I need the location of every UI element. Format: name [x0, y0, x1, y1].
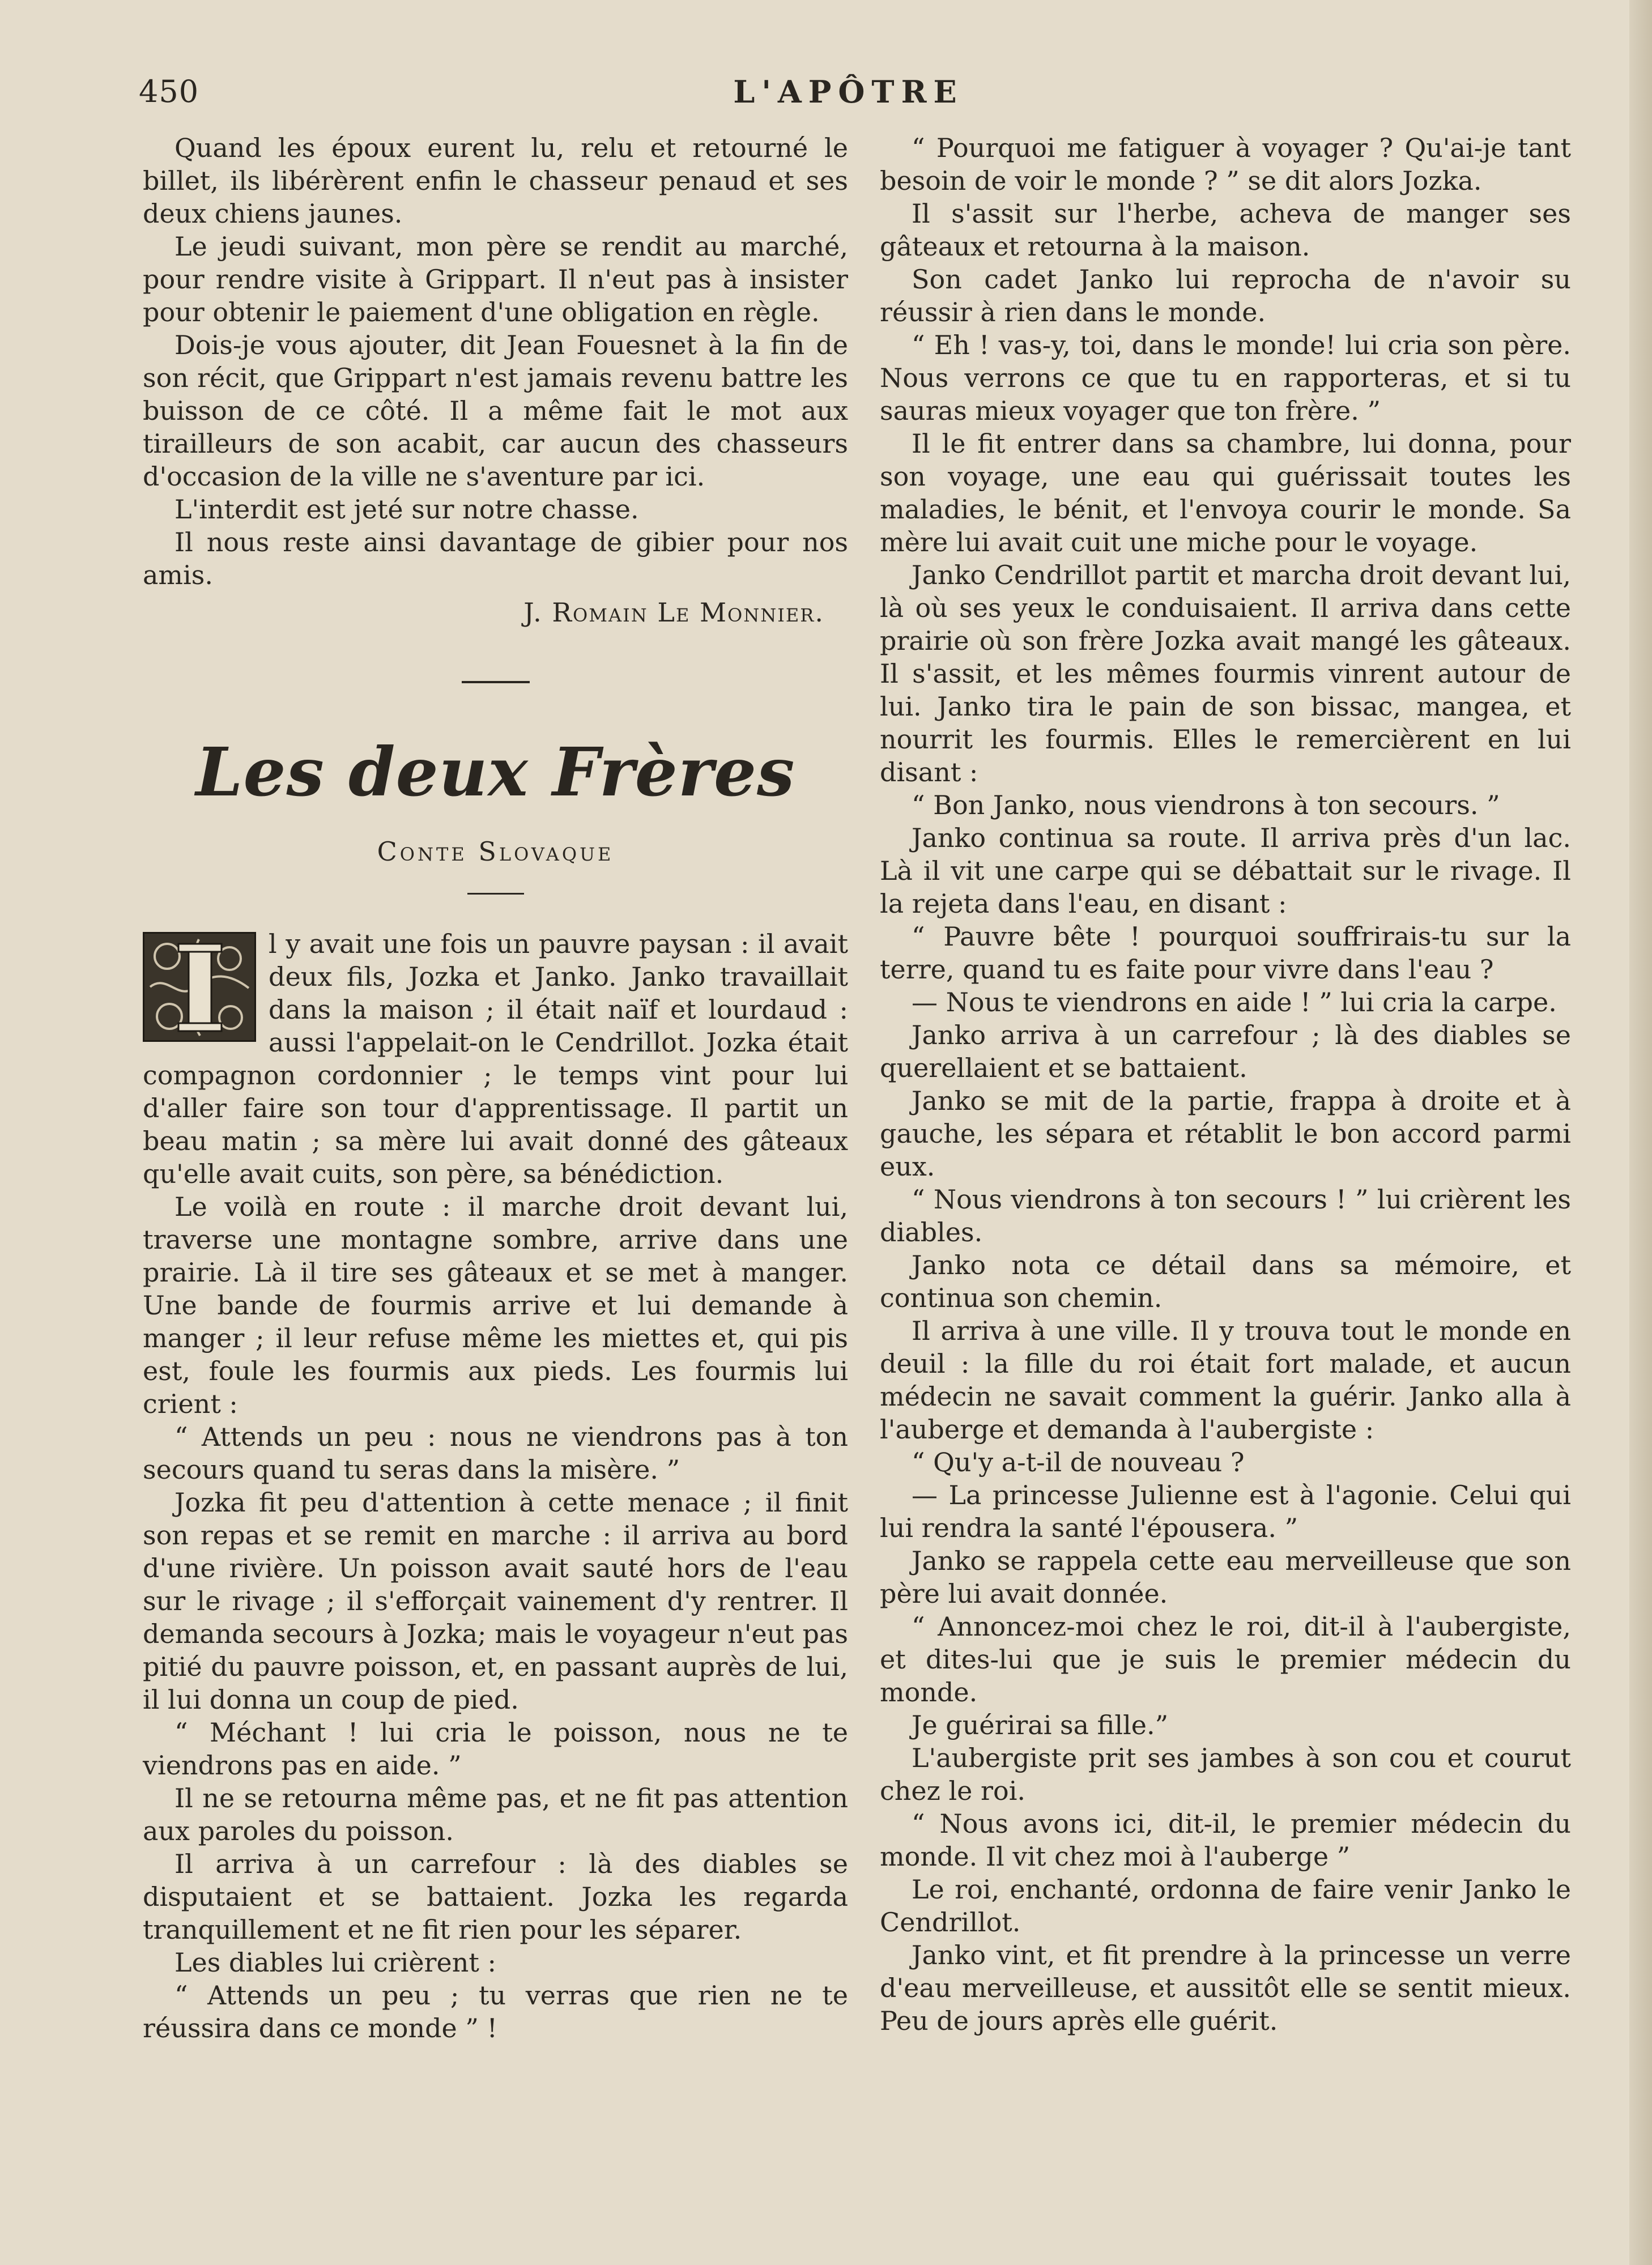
story-paragraph: l y avait une fois un pauvre paysan : il avait deux fils, Jozka et Janko. Janko travaillait dans la maison ; il était naïf et lourdaud : aussi l'appelait-on le Cendrillot. Jozka était compagnon cordonnier ; le temps vint pour lui d'aller faire son tour d'apprentissage. Il partit un beau matin ; sa mère lui avait donné des gâteaux qu'elle avait cuits, son père, sa bénédiction.	[143, 929, 848, 1189]
story-paragraph: Janko arriva à un carrefour ; là des diables se querellaient et se battaient.	[880, 1020, 1571, 1083]
story-paragraph: L'aubergiste prit ses jambes à son cou et courut chez le roi.	[880, 1743, 1571, 1806]
story-paragraph: “ Pourquoi me fatiguer à voyager ? Qu'ai-je tant besoin de voir le monde ? ” se dit alors Jozka.	[880, 133, 1571, 196]
story-paragraph: “ Annoncez-moi chez le roi, dit-il à l'aubergiste, et dites-lui que je suis le premier médecin du monde.	[880, 1611, 1571, 1708]
story-paragraph: Janko se rappela cette eau merveilleuse que son père lui avait donnée.	[880, 1546, 1571, 1609]
story-paragraph: Il le fit entrer dans sa chambre, lui donna, pour son voyage, une eau qui guérissait toutes les maladies, le bénit, et l'envoya courir le monde. Sa mère lui avait cuit une miche pour le voyage.	[880, 428, 1571, 557]
paragraph: Quand les époux eurent lu, relu et retourné le billet, ils libérèrent enfin le chasseur penaud et ses deux chiens jaunes.	[143, 133, 848, 229]
story-subtitle: Conte Slovaque	[377, 836, 614, 867]
story-paragraph: “ Nous avons ici, dit-il, le premier médecin du monde. Il vit chez moi à l'auberge ”	[880, 1808, 1571, 1872]
story-paragraph: Il ne se retourna même pas, et ne fit pas attention aux paroles du poisson.	[143, 1783, 848, 1846]
running-head	[139, 74, 1558, 119]
story-paragraph: Il arriva à un carrefour : là des diables se disputaient et se battaient. Jozka les regarda tranquillement et ne fit rien pour les séparer.	[143, 1849, 848, 1945]
story-paragraph: “ Méchant ! lui cria le poisson, nous ne te viendrons pas en aide. ”	[143, 1717, 848, 1781]
story-paragraph: Janko vint, et fit prendre à la princesse un verre d'eau merveilleuse, et aussitôt elle se sentit mieux. Peu de jours après elle guérit.	[880, 1940, 1571, 2036]
story-paragraph: Janko se mit de la partie, frappa à droite et à gauche, les sépara et rétablit le bon accord parmi eux.	[880, 1085, 1571, 1182]
paragraph: Il nous reste ainsi davantage de gibier pour nos amis.	[143, 527, 848, 590]
story-paragraph: Le roi, enchanté, ordonna de faire venir Janko le Cendrillot.	[880, 1874, 1571, 1938]
paragraph: L'interdit est jeté sur notre chasse.	[174, 494, 639, 525]
story-paragraph: “ Bon Janko, nous viendrons à ton secours. ”	[912, 790, 1500, 820]
story-paragraph: “ Nous viendrons à ton secours ! ” lui crièrent les diables.	[880, 1184, 1571, 1248]
story-paragraph: Il arriva à une ville. Il y trouva tout le monde en deuil : la fille du roi était fort malade, et aucun médecin ne savait comment la guérir. Janko alla à l'auberge et demanda à l'aubergiste :	[880, 1315, 1571, 1445]
paragraph: Dois-je vous ajouter, dit Jean Fouesnet à la fin de son récit, que Grippart n'est jamais revenu battre les buisson de ce côté. Il a même fait le mot aux tirailleurs de son acabit, car aucun des chasseurs d'occasion de la ville ne s'aventure par ici.	[143, 330, 848, 492]
story-paragraph: Son cadet Janko lui reprocha de n'avoir su réussir à rien dans le monde.	[880, 264, 1571, 327]
ornament-icon	[144, 934, 254, 1040]
story-paragraph: “ Pauvre bête ! pourquoi souffrirais-tu sur la terre, quand tu es faite pour vivre dans l'eau ?	[880, 921, 1571, 985]
story-title: Les deux Frères	[195, 733, 795, 811]
story-paragraph: Les diables lui crièrent :	[174, 1947, 496, 1978]
right-column	[880, 131, 1571, 2037]
story-paragraph: Le voilà en route : il marche droit devant lui, traverse une montagne sombre, arrive dans une prairie. Là il tire ses gâteaux et se met à manger. Une bande de fourmis arrive et lui demande à manger ; il leur refuse même les miettes et, qui pis est, foule les fourmis aux pieds. Les fourmis lui crient :	[143, 1191, 848, 1419]
story-paragraph: “ Attends un peu ; tu verras que rien ne te réussira dans ce monde ” !	[143, 1980, 848, 2043]
author-signature: J. Romain Le Monnier.	[523, 597, 824, 628]
story-paragraph: “ Qu'y a-t-il de nouveau ?	[912, 1447, 1245, 1478]
story-paragraph: “ Attends un peu : nous ne viendrons pas à ton secours quand tu seras dans la misère. ”	[143, 1421, 848, 1485]
story-paragraph: Janko nota ce détail dans sa mémoire, et continua son chemin.	[880, 1250, 1571, 1313]
page-edge	[1629, 0, 1652, 2265]
story-paragraph: Il s'assit sur l'herbe, acheva de manger ses gâteaux et retourna à la maison.	[880, 198, 1571, 262]
story-paragraph: Janko continua sa route. Il arriva près d'un lac. Là il vit une carpe qui se débattait sur le rivage. Il la rejeta dans l'eau, en disant :	[880, 823, 1571, 919]
story-paragraph: “ Eh ! vas-y, toi, dans le monde! lui cria son père. Nous verrons ce que tu en rapporteras, et si tu sauras mieux voyager que ton frère. ”	[880, 330, 1571, 426]
story-paragraph: — La princesse Julienne est à l'agonie. Celui qui lui rendra la santé l'épousera. ”	[880, 1480, 1571, 1543]
ornamental-initial	[143, 932, 256, 1042]
story-paragraph: — Nous te viendrons en aide ! ” lui cria la carpe.	[912, 987, 1557, 1017]
section-divider	[462, 681, 530, 683]
story-paragraph: Jozka fit peu d'attention à cette menace ; il finit son repas et se remit en marche : il arriva au bord d'une rivière. Un poisson avait sauté hors de l'eau sur le rivage ; il s'efforçait vainement d'y rentrer. Il demanda secours à Jozka; mais le voyageur n'eut pas pitié du pauvre poisson, et, en passant auprès de lui, il lui donna un coup de pied.	[143, 1487, 848, 1715]
paragraph: Le jeudi suivant, mon père se rendit au marché, pour rendre visite à Grippart. Il n'eut pas à insister pour obtenir le paiement d'une obligation en règle.	[143, 231, 848, 327]
page-number: 450	[139, 74, 199, 109]
story-paragraph: Je guérirai sa fille.”	[912, 1710, 1169, 1740]
subtitle-divider	[467, 893, 524, 895]
left-column	[143, 131, 848, 2045]
story-paragraph: Janko Cendrillot partit et marcha droit devant lui, là où ses yeux le conduisaient. Il arriva dans cette prairie où son frère Jozka avait mangé les gâteaux. Il s'assit, et les mêmes fourmis vinrent autour de lui. Janko tira le pain de son bissac, mangea, et nourrit les fourmis. Elles le remercièrent en lui disant :	[880, 560, 1571, 787]
journal-title: L'APÔTRE	[733, 74, 964, 110]
